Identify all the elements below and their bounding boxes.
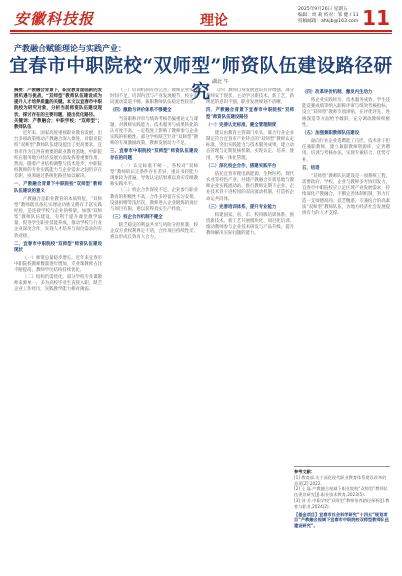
section-heading: 五、结语 <box>302 165 320 171</box>
section-heading: （一）完善认定标准，健全管理制度 <box>206 122 277 128</box>
paragraph: （一）师资总量稳步增长。近年来宜春市中职院校教师数量逐年增加，专业课教师占比不断提高，教师学历结构持续优化。 <box>14 256 102 274</box>
paragraph: 当前职称评审与绩效考核仍偏重论文与课题，对教师实践能力、技术服务与成果转化的认可度不高，一定程度上影响了教师参与企业实践的积极性。部分学校缺乏针对“双师型”教师的专项激励政策，教师发展动力不足。 <box>110 116 198 147</box>
article-subtitle: 产教融合赋能理论与实践产业： <box>14 44 126 53</box>
paragraph: 依托宜春市锂电新能源、生物医药、现代农业等特色产业，共建产教融合实训基地与教师企业实践流动站，推行教师定期下企业、企业技术骨干进校园的双向流动机制，打造校企命运共同体。 <box>206 171 294 202</box>
article-column-3 <box>206 88 294 566</box>
article-column-4 <box>302 88 390 460</box>
paragraph: （三）培训机制有待完善。教师企业实践时间不足，培训内容与产业发展脱节，校企双向流动渠道不畅，兼职教师队伍稳定性较差。 <box>110 88 198 106</box>
references-title: 参考文献： <box>294 469 315 474</box>
paragraph: （四）教师自身发展意识有待增强。部分教师安于现状，主动学习新技术、新工艺、新规范的意识不强，职业发展规划不清晰。 <box>206 88 294 106</box>
section-heading: 三、宜春市中职院校“双师型”师资队伍建设存在的问题 <box>110 149 198 161</box>
issue-email: 投稿邮箱：ahkjb@163.com <box>298 19 359 24</box>
section-heading: （四）激励与评价体系不够健全 <box>110 108 172 114</box>
section-heading: 二、宜春市中职院校“双师型”师资队伍建设现状 <box>14 241 102 253</box>
article-column-2 <box>110 88 198 566</box>
fund-note: 【基金项目】宜春市社会科学研究“十四五”规划项目“产教融合视域下宜春市中职院校双师型教师队伍建设研究”。 <box>294 511 389 529</box>
section-heading: （三）完善培训体系，提升专业能力 <box>206 204 277 210</box>
issue-editor: 编辑：周 莉 校对：邹 健 / 11 <box>298 13 359 18</box>
paragraph: 近年来，国家高度重视职业教育发展，出台多项政策推动产教融合深入推进，对职业院校“双师型”教师队伍建设提出了更高要求。宜春市作为江西省重要的职业教育基地，中职院校在服务地方经济发展方面发挥着重要作用。然而，随着产业结构调整与技术进步，中职院校教师的专业实践能力与企业需求之间仍存在差距，亟须通过系统化路径加以解决。 <box>14 131 102 180</box>
section-heading: （五）加强兼职教师队伍建设 <box>302 130 360 136</box>
masthead <box>10 6 392 28</box>
reference-item: [1] 教育部.关于深化现代职业教育体系建设改革的意见[Z].2022. <box>294 474 387 486</box>
paragraph: “双师型”教师队伍建设是一项系统工程，需要政府、学校、企业与教师多方协同发力。宜春市中职院校应立足区域产业发展需求，持续深化产教融合，不断完善体制机制，努力打造一支师德高尚、技艺精湛、专兼结合的高素质“双师型”教师队伍，为地方经济社会发展提供有力的人才支撑。 <box>302 173 390 216</box>
paragraph: 建议由教育主管部门牵头，联合行业企业制定符合宜春市产业特点的“双师型”教师认定标准，突出实践能力与技术服务成果，建立动态管理与定期复核机制，实现认定、培养、使用、考核一体化管理。 <box>206 130 294 161</box>
paragraph: 构建国家、省、市、校四级培训体系，围绕新技术、新工艺开展模块化、项目化培训，推动教师参与企业技术研发与产品升级，提升教师解决实际问题的能力。 <box>206 212 294 237</box>
references-box <box>294 466 390 573</box>
header-rule <box>10 30 392 32</box>
section-heading: 一、产教融合背景下中职院校“双师型”教师队伍建设的意义 <box>14 182 102 194</box>
section-heading: 四、产教融合背景下宜春市中职院校“双师型”师资队伍建设路径 <box>206 108 294 120</box>
paragraph: 摘要：产教融合背景下，职业教育面临新的发展机遇与挑战，“双师型”教师队伍建设成为提升人才培养质量的关键。本文以宜春市中职院校为研究对象，分析当前师资队伍建设现状，探讨存在的主要问题，提出优化路径。 <box>14 88 102 118</box>
references-list <box>294 475 390 510</box>
paragraph: 产教融合是职业教育的本质特征，“双师型”教师既具备扎实理论功底又拥有丰富实践经验，是连接学校与企业的桥梁。加强“双师型”教师队伍建设，有利于提升课堂教学质量，促进学生职业技能养成，推动学校与行业企业深度合作，实现人才培养与岗位需求的有效对接。 <box>14 196 102 239</box>
reference-item: [3] 刘 芳.中职学校“双师型”教师培养路径探析[J].教育与职业,2024(2). <box>294 497 390 509</box>
section-heading: （三）校企合作机制不健全 <box>110 214 163 220</box>
paragraph: 缺乏稳定的利益共享与风险分担机制，校企双方责权利界定不清，合作项目持续性差，难以形成长效育人合力。 <box>110 223 198 241</box>
paragraph: （一）认定标准不统一。各校对“双师型”教师的认定条件存在差异，重证书轻能力现象较为普遍，导致认定结果难以真实反映教师实践水平。 <box>110 163 198 188</box>
issue-date: 2025年9月26日 星期五 <box>298 7 348 12</box>
reference-item: [2] 王 磊.产教融合视域下职业院校“双师型”教师队伍建设研究[J].职业技术教育,2023(5). <box>294 486 388 498</box>
article-title: 宜春市中职院校“双师型”师资队伍建设路径研究 <box>9 56 393 103</box>
paragraph: 关键词：产教融合；中职学校；“双师型”；教师队伍 <box>14 118 102 130</box>
paragraph: （二）校企合作深度不足。企业参与职业教育的积极性不高，合作多停留在实习安排、设备捐赠等浅层次，教师进入企业锻炼的岗位与项目有限，难以获得真实生产经验。 <box>110 188 198 212</box>
paragraph: （二）结构仍需优化。部分学校专业课教师来源单一，多为高校毕业生直接入职，缺乏企业工作经历，实践教学能力相对薄弱。 <box>14 274 102 292</box>
paragraph: 面向行业企业选聘能工巧匠、技术骨干担任兼职教师，建立兼职教师资源库，完善聘用、培训与考核办法，实现专兼结合、优势互补。 <box>302 139 390 163</box>
newspaper-logo: 安徽科技报 <box>14 10 95 28</box>
article-author: 湖北 牛 <box>212 79 229 85</box>
section-title: 理论 <box>200 13 228 29</box>
page-number: 11 <box>362 6 390 30</box>
header-thin-rule <box>10 33 392 34</box>
paragraph: 将企业实践经历、技术服务成效、学生技能竞赛成绩等纳入职称评审与绩效考核指标，设立“双师型”教师专项津贴，在评优评先、进修深造等方面给予倾斜，充分调动教师积极性。 <box>302 98 390 128</box>
section-heading: （二）深化校企合作，搭建实践平台 <box>206 163 277 169</box>
article-column-1 <box>14 88 102 566</box>
section-heading: （四）改革评价机制，激发内生动力 <box>302 90 373 95</box>
